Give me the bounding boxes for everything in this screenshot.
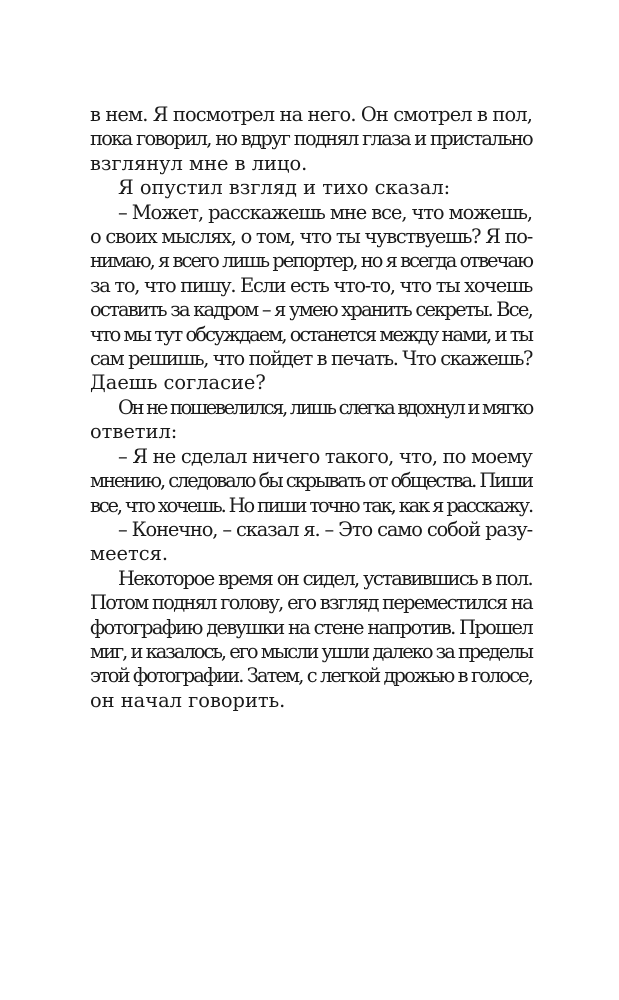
text-line: он начал говорить.	[90, 688, 286, 712]
text-line: все, что хочешь. Но пиши точно так, как я расскажу.	[90, 493, 532, 517]
text-line: что мы тут обсуждаем, останется между нами, и ты	[90, 322, 532, 346]
text-line: Я опустил взгляд и тихо сказал:	[118, 176, 451, 200]
page-text	[90, 103, 532, 713]
text-line: взглянул мне в лицо.	[90, 151, 308, 175]
text-line: о своих мыслях, о том, что ты чувствуешь? Я по-	[90, 225, 532, 249]
text-line: Потом поднял голову, его взгляд переместился на	[90, 591, 532, 615]
text-line: ответил:	[90, 420, 178, 444]
text-line: мнению, следовало бы скрывать от общества. Пиши	[90, 469, 532, 493]
text-line: пока говорил, но вдруг поднял глаза и пристально	[90, 127, 532, 151]
text-line: Некоторое время он сидел, уставившись в пол.	[118, 566, 532, 590]
text-line: нимаю, я всего лишь репортер, но я всегда отвечаю	[90, 249, 532, 273]
text-line: Даешь согласие?	[90, 371, 266, 395]
text-line: Он не пошевелился, лишь слегка вдохнул и мягко	[118, 395, 532, 419]
text-line: – Может, расскажешь мне все, что можешь,	[118, 200, 532, 224]
text-line: фотографию девушки на стене напротив. Прошел	[90, 615, 532, 639]
text-line: этой фотографии. Затем, с легкой дрожью в голосе,	[90, 664, 532, 688]
text-line: оставить за кадром – я умею хранить секреты. Все,	[90, 298, 532, 322]
text-line: меется.	[90, 542, 169, 566]
text-line: миг, и казалось, его мысли ушли далеко за пределы	[90, 639, 532, 663]
text-line: в нем. Я посмотрел на него. Он смотрел в пол,	[90, 103, 532, 126]
text-line: – Конечно, – сказал я. – Это само собой разу-	[118, 517, 532, 541]
text-line: сам решишь, что пойдет в печать. Что скажешь?	[90, 347, 532, 371]
text-line: – Я не сделал ничего такого, что, по моему	[118, 444, 532, 468]
text-line: за то, что пишу. Если есть что-то, что ты хочешь	[90, 273, 532, 297]
